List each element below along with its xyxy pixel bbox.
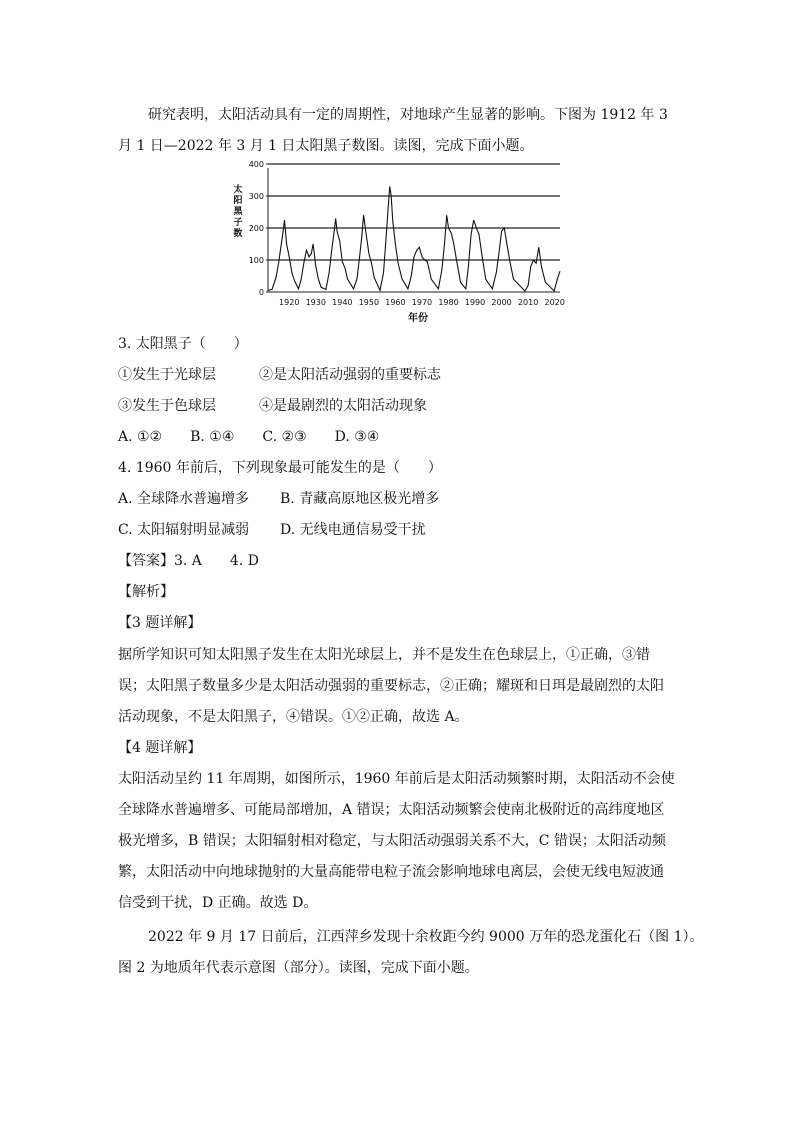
detail-4-line-4: 繁，太阳活动中向地球抛射的大量高能带电粒子流会影响地球电离层，会使无线电短波通 (118, 864, 664, 880)
x-tick-label: 2010 (517, 298, 539, 307)
x-tick-label: 1960 (385, 298, 406, 307)
q3-option-1: ①发生于光球层 (118, 367, 216, 383)
analysis-title: 【解析】 (118, 584, 174, 600)
y-tick-label: 100 (248, 256, 264, 265)
x-axis-label: 年份 (408, 313, 428, 324)
x-tick-label: 1990 (464, 298, 486, 307)
y-tick-label: 200 (248, 224, 264, 233)
chart-gridlines (268, 164, 560, 292)
q3-option-2: ②是太阳活动强弱的重要标志 (259, 367, 441, 383)
q3-stem: 3. 太阳黑子（ ） (118, 336, 248, 352)
intro-line-1: 研究表明，太阳活动具有一定的周期性，对地球产生显著的影响。下图为 1912 年 3 (148, 107, 668, 123)
y-axis-label (233, 183, 243, 239)
x-tick-label: 1940 (332, 298, 353, 307)
y-tick-label: 0 (258, 288, 264, 297)
q4-option-d: D. 无线电通信易受干扰 (280, 522, 426, 538)
y-tick-label: 400 (248, 160, 264, 169)
detail-4-line-3: 极光增多，B 错误；太阳辐射相对稳定，与太阳活动强弱关系不大，C 错误；太阳活动频 (118, 833, 666, 849)
outro-line-2: 图 2 为地质年代表示意图（部分）。读图，完成下面小题。 (118, 960, 479, 976)
detail-3-title: 【3 题详解】 (118, 615, 202, 631)
intro-line-2: 月 1 日—2022 年 3 月 1 日太阳黑子数图。读图，完成下面小题。 (118, 138, 534, 154)
answer-line: 【答案】3. A 4. D (118, 553, 259, 569)
y-axis-ticks (249, 160, 268, 297)
detail-4-title: 【4 题详解】 (118, 740, 202, 756)
y-label-char: 太 (233, 185, 243, 195)
q3-option-3: ③发生于色球层 (118, 398, 216, 414)
q4-option-b: B. 青藏高原地区极光增多 (280, 491, 440, 507)
sunspot-series-line (268, 186, 560, 291)
q4-option-a: A. 全球降水普遍增多 (118, 491, 250, 507)
q4-option-c: C. 太阳辐射明显减弱 (118, 522, 250, 538)
x-axis-ticks (279, 298, 565, 307)
y-label-char: 阳 (233, 196, 243, 206)
x-tick-label: 2000 (491, 298, 512, 307)
detail-3-line-1: 据所学知识可知太阳黑子发生在太阳光球层上，并不是发生在色球层上，①正确，③错 (118, 647, 650, 663)
detail-3-line-3: 活动现象，不是太阳黑子，④错误。①②正确，故选 A。 (118, 709, 469, 725)
detail-4-line-1: 太阳活动呈约 11 年周期，如图所示，1960 年前后是太阳活动频繁时期，太阳活动不会使 (118, 771, 675, 787)
q4-stem: 4. 1960 年前后，下列现象最可能发生的是（ ） (118, 460, 442, 476)
detail-4-line-2: 全球降水普遍增多、可能局部增加，A 错误；太阳活动频繁会使南北极附近的高纬度地区 (118, 802, 665, 818)
detail-3-line-2: 误；太阳黑子数量多少是太阳活动强弱的重要标志，②正确；耀斑和日珥是最剧烈的太阳 (118, 678, 664, 694)
x-tick-label: 1950 (358, 298, 380, 307)
sunspot-chart (228, 158, 568, 326)
x-tick-label: 1920 (279, 298, 300, 307)
outro-line-1: 2022 年 9 月 17 日前后，江西萍乡发现十余枚距今约 9000 万年的恐龙蛋化石（图 1）。 (148, 929, 704, 945)
x-tick-label: 1930 (305, 298, 326, 307)
detail-4-line-5: 信受到干扰，D 正确。故选 D。 (118, 895, 318, 911)
x-tick-label: 1980 (438, 298, 459, 307)
x-tick-label: 1970 (411, 298, 433, 307)
x-tick-label: 2020 (544, 298, 565, 307)
y-tick-label: 300 (248, 192, 264, 201)
y-label-char: 黑 (233, 207, 243, 217)
y-label-char: 数 (233, 229, 243, 239)
q3-option-4: ④是最剧烈的太阳活动现象 (259, 398, 427, 414)
q3-choices: A. ①② B. ①④ C. ②③ D. ③④ (118, 429, 380, 445)
y-label-char: 子 (233, 218, 243, 228)
